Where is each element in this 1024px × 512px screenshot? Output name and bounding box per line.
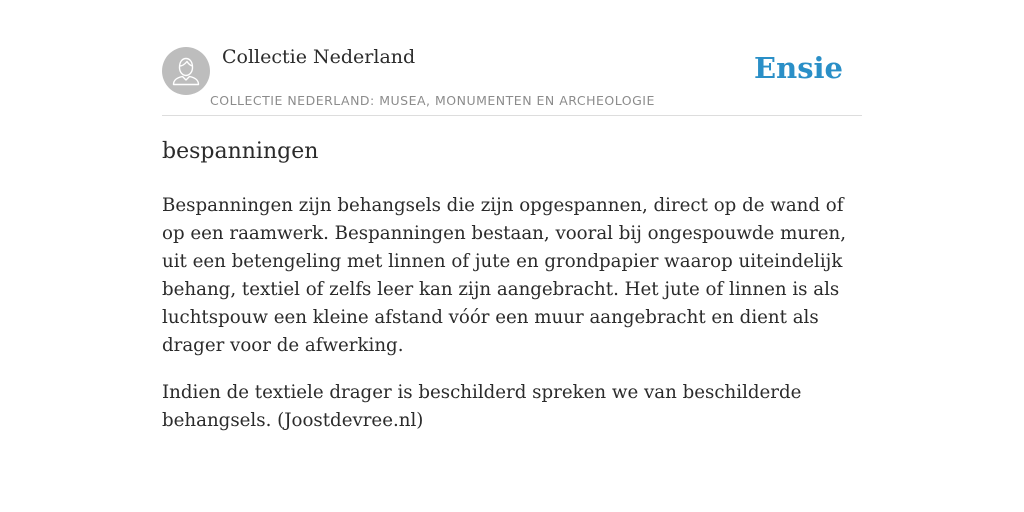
entry-paragraph: Bespanningen zijn behangsels die zijn opgespannen, direct op de wand of op een raamwerk. Bespanningen bestaan, vooral bij ongespouwde muren, uit een betengeling met linnen of jute en grondpapier waarop uiteindelijk behang, textiel of zelfs leer kan zijn aangebracht. Het jute of linnen is als luchtspouw een kleine afstand vóór een muur aangebracht en dient als drager voor de afwerking. (162, 195, 847, 356)
entry-term: bespanningen (162, 139, 319, 164)
entry-body (162, 192, 862, 454)
entry-paragraph: Indien de textiele drager is beschilderd spreken we van beschilderde behangsels. (Joostdevree.nl) (162, 382, 802, 431)
avatar[interactable] (162, 47, 210, 95)
collection-name[interactable]: COLLECTIE NEDERLAND: MUSEA, MONUMENTEN EN ARCHEOLOGIE (210, 93, 655, 108)
brand-logo[interactable]: Ensie (754, 51, 843, 85)
author-name[interactable]: Collectie Nederland (222, 46, 416, 68)
entry-header (162, 0, 862, 116)
user-outline-icon (162, 47, 210, 95)
